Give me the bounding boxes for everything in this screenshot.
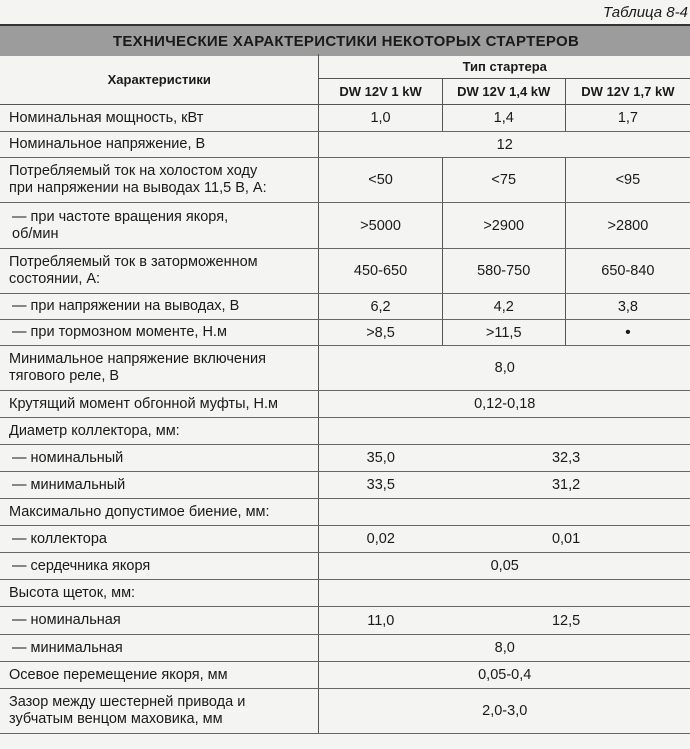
- row-label: Крутящий момент обгонной муфты, Н.м: [0, 391, 319, 418]
- table-row: [0, 689, 690, 734]
- table-caption: Таблица 8-4: [602, 4, 688, 21]
- cell-value: >11,5: [442, 320, 565, 346]
- table-row: [0, 526, 690, 553]
- row-label-line: зубчатым венцом маховика, мм: [9, 711, 223, 727]
- cell-value: >5000: [319, 203, 442, 249]
- row-label-line: состоянии, А:: [9, 271, 101, 287]
- cell-value: 650-840: [565, 249, 690, 294]
- cell-value: 3,8: [565, 294, 690, 320]
- table-row: [0, 418, 690, 445]
- cell-value: 8,0: [319, 635, 690, 662]
- row-label: Максимально допустимое биение, мм:: [0, 499, 319, 526]
- header-type-2: DW 12V 1,4 kW: [442, 79, 565, 105]
- header-characteristics: Характеристики: [0, 54, 319, 105]
- row-label: [0, 203, 319, 249]
- cell-value: 450-650: [319, 249, 442, 294]
- cell-value: <50: [319, 158, 442, 203]
- row-label: Диаметр коллектора, мм:: [0, 418, 319, 445]
- row-label: Осевое перемещение якоря, мм: [0, 662, 319, 689]
- table-title-text: ТЕХНИЧЕСКИЕ ХАРАКТЕРИСТИКИ НЕКОТОРЫХ СТАРТЕРОВ: [112, 32, 580, 50]
- cell-value: 0,01: [442, 526, 690, 553]
- cell-value: [319, 418, 442, 445]
- table-row: [0, 203, 690, 249]
- starter-specs-table: [0, 54, 690, 734]
- cell-value: •: [565, 320, 690, 346]
- table-row: [0, 499, 690, 526]
- table-row: [0, 553, 690, 580]
- row-label: — минимальный: [0, 472, 319, 499]
- cell-value: 33,5: [319, 472, 442, 499]
- cell-value: 12: [319, 132, 690, 158]
- table-row: [0, 635, 690, 662]
- cell-value: 1,7: [565, 105, 690, 132]
- cell-value: >2800: [565, 203, 690, 249]
- table-row: [0, 132, 690, 158]
- cell-value: 12,5: [442, 607, 690, 635]
- cell-value: <95: [565, 158, 690, 203]
- cell-value: 2,0-3,0: [319, 689, 690, 734]
- row-label-line: об/мин: [12, 225, 59, 242]
- row-label-line: Потребляемый ток на холостом ходу: [9, 163, 258, 179]
- row-label: — минимальная: [0, 635, 319, 662]
- cell-value: 0,05: [319, 553, 690, 580]
- cell-value: >2900: [442, 203, 565, 249]
- cell-value: 32,3: [442, 445, 690, 472]
- cell-value: 6,2: [319, 294, 442, 320]
- table-row: [0, 320, 690, 346]
- table-row: [0, 346, 690, 391]
- table-row: [0, 607, 690, 635]
- cell-value: 0,02: [319, 526, 442, 553]
- row-label: — при тормозном моменте, Н.м: [0, 320, 319, 346]
- cell-value: 8,0: [319, 346, 690, 391]
- row-label: — номинальная: [0, 607, 319, 635]
- cell-value: 0,05-0,4: [319, 662, 690, 689]
- cell-value: <75: [442, 158, 565, 203]
- header-starter-type: Тип стартера: [319, 54, 690, 79]
- cell-value: [319, 580, 442, 607]
- cell-value: 0,12-0,18: [319, 391, 690, 418]
- table-row: [0, 472, 690, 499]
- table-row: [0, 294, 690, 320]
- table-row: [0, 391, 690, 418]
- row-label-line: Зазор между шестерней привода и: [9, 694, 246, 710]
- table-row: [0, 249, 690, 294]
- row-label: Номинальная мощность, кВт: [0, 105, 319, 132]
- row-label-line: Потребляемый ток в заторможенном: [9, 254, 258, 270]
- cell-value: [319, 499, 442, 526]
- header-type-1: DW 12V 1 kW: [319, 79, 442, 105]
- cell-value: [442, 499, 690, 526]
- header-type-3: DW 12V 1,7 kW: [565, 79, 690, 105]
- row-label: [0, 689, 319, 734]
- cell-value: 1,0: [319, 105, 442, 132]
- row-label-line: тягового реле, В: [9, 368, 120, 384]
- row-label: [0, 346, 319, 391]
- cell-value: [442, 580, 690, 607]
- table-row: [0, 105, 690, 132]
- row-label: [0, 158, 319, 203]
- row-label: [0, 249, 319, 294]
- table-row: [0, 445, 690, 472]
- cell-value: [442, 418, 690, 445]
- row-label: — номинальный: [0, 445, 319, 472]
- cell-value: 35,0: [319, 445, 442, 472]
- table-row: [0, 662, 690, 689]
- cell-value: 31,2: [442, 472, 690, 499]
- row-label: — коллектора: [0, 526, 319, 553]
- table-row: [0, 580, 690, 607]
- cell-value: 580-750: [442, 249, 565, 294]
- row-label: Высота щеток, мм:: [0, 580, 319, 607]
- row-label: — сердечника якоря: [0, 553, 319, 580]
- table-title: [0, 24, 690, 56]
- row-label-line: — при частоте вращения якоря,: [12, 208, 229, 225]
- row-label-line: Минимальное напряжение включения: [9, 351, 266, 367]
- row-label-line: при напряжении на выводах 11,5 В, А:: [9, 180, 267, 196]
- cell-value: >8,5: [319, 320, 442, 346]
- row-label: — при напряжении на выводах, В: [0, 294, 319, 320]
- table-row: [0, 158, 690, 203]
- cell-value: 4,2: [442, 294, 565, 320]
- row-label: Номинальное напряжение, В: [0, 132, 319, 158]
- cell-value: 1,4: [442, 105, 565, 132]
- cell-value: 11,0: [319, 607, 442, 635]
